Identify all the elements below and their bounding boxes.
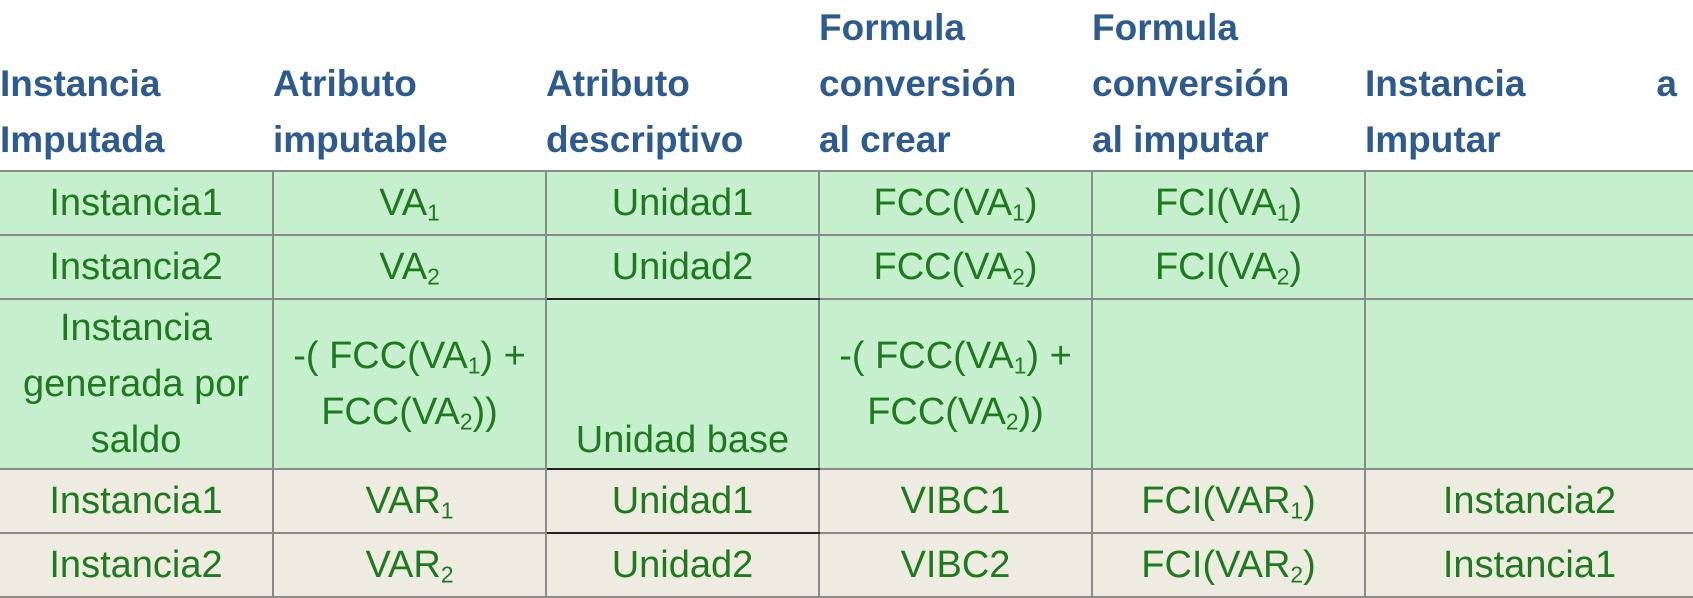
subscript: 2 [440,561,454,588]
header-word: Instancia [1365,63,1526,104]
cell-instancia-a-imputar [1365,235,1693,299]
cell-atributo-imputable [273,533,546,597]
text: -( FCC(VA [293,335,468,377]
cell-instancia: Instancia2 [0,533,273,597]
subscript: 2 [1276,263,1290,290]
text: VA [379,182,428,224]
subscript: 2 [427,263,440,290]
header-line: al imputar [1092,119,1269,160]
subscript: 2 [1005,408,1019,435]
cell-atributo-descriptivo: Unidad2 [546,235,819,299]
cell-atributo-descriptivo: Unidad1 [546,469,819,533]
text-line: Instancia [59,307,213,349]
header-instancia-imputada [0,0,273,171]
header-line: descriptivo [546,119,744,160]
header-instancia-a-imputar [1365,0,1693,171]
text: FCC(VA [873,246,1013,288]
header-atributo-imputable [273,0,546,171]
header-line: Instancia [0,63,161,104]
cell-formula-crear [819,171,1092,235]
header-formula-conversion-imputar [1092,0,1365,171]
cell-formula-imputar [1092,171,1365,235]
cell-instancia-a-imputar: Instancia2 [1365,469,1693,533]
text: ) + [480,335,526,377]
text: FCC(VA [873,182,1013,224]
text-line [820,384,1091,440]
header-line [1365,56,1677,112]
cell-formula-imputar [1092,299,1365,469]
cell-formula-crear [819,299,1092,469]
text: -( FCC(VA [839,335,1014,377]
header-word: a [1656,63,1677,104]
cell-formula-crear: VIBC1 [819,469,1092,533]
text: ) [1303,544,1316,586]
cell-instancia: Instancia1 [0,171,273,235]
text: ) [1289,182,1303,224]
table-row [0,533,1693,597]
text-line [820,328,1091,384]
cell-instancia-a-imputar [1365,299,1693,469]
table-row [0,171,1693,235]
header-formula-conversion-crear [819,0,1092,171]
table-row [0,235,1693,299]
header-line: imputable [273,119,448,160]
subscript: 2 [1012,263,1025,290]
text: VAR [365,544,441,586]
table-row [0,469,1693,533]
cell-instancia: Instancia1 [0,469,273,533]
text: FCI(VA [1154,246,1277,288]
text-line: saldo [90,419,182,461]
subscript: 1 [440,497,454,524]
header-line: Formula [819,7,965,48]
subscript: 2 [1290,561,1304,588]
header-line: Imputada [0,119,165,160]
header-line: conversión [1092,63,1290,104]
cell-formula-imputar [1092,469,1365,533]
cell-atributo-imputable [273,235,546,299]
cell-instancia-a-imputar: Instancia1 [1365,533,1693,597]
cell-instancia-a-imputar [1365,171,1693,235]
text-line [274,384,545,440]
cell-instancia: Instancia2 [0,235,273,299]
cell-formula-imputar [1092,235,1365,299]
cell-formula-crear [819,235,1092,299]
text: FCI(VA [1154,182,1277,224]
header-line: Atributo [546,63,690,104]
header-line: Formula [1092,7,1238,48]
cell-atributo-descriptivo: Unidad1 [546,171,819,235]
cell-atributo-imputable [273,469,546,533]
subscript: 1 [467,352,481,379]
text: VA [379,246,428,288]
text: ) [1303,480,1316,522]
header-line: conversión [819,63,1017,104]
text: ) [1024,182,1038,224]
subscript: 1 [427,199,440,226]
text: FCC(VA [867,391,1006,433]
header-line: Atributo [273,63,417,104]
text: )) [472,391,498,433]
text: ) [1289,246,1303,288]
text: FCI(VAR [1141,480,1291,522]
cell-atributo-imputable [273,171,546,235]
header-row [0,0,1693,171]
subscript: 1 [1290,497,1304,524]
subscript: 1 [1013,352,1027,379]
text-line: generada por [22,363,250,405]
header-line: al crear [819,119,951,160]
text: )) [1018,391,1044,433]
header-line: Imputar [1365,119,1501,160]
text: VAR [365,480,441,522]
text: ) [1024,246,1038,288]
subscript: 1 [1012,199,1025,226]
subscript: 2 [459,408,473,435]
text: ) + [1026,335,1072,377]
header-atributo-descriptivo [546,0,819,171]
cell-atributo-descriptivo: Unidad base [546,299,819,469]
cell-atributo-descriptivo: Unidad2 [546,533,819,597]
cell-formula-imputar [1092,533,1365,597]
subscript: 1 [1276,199,1290,226]
text-line [274,328,545,384]
text: FCC(VA [321,391,460,433]
cell-atributo-imputable [273,299,546,469]
table-row [0,299,1693,469]
cell-formula-crear: VIBC2 [819,533,1092,597]
cell-instancia [0,299,273,469]
text: FCI(VAR [1141,544,1291,586]
